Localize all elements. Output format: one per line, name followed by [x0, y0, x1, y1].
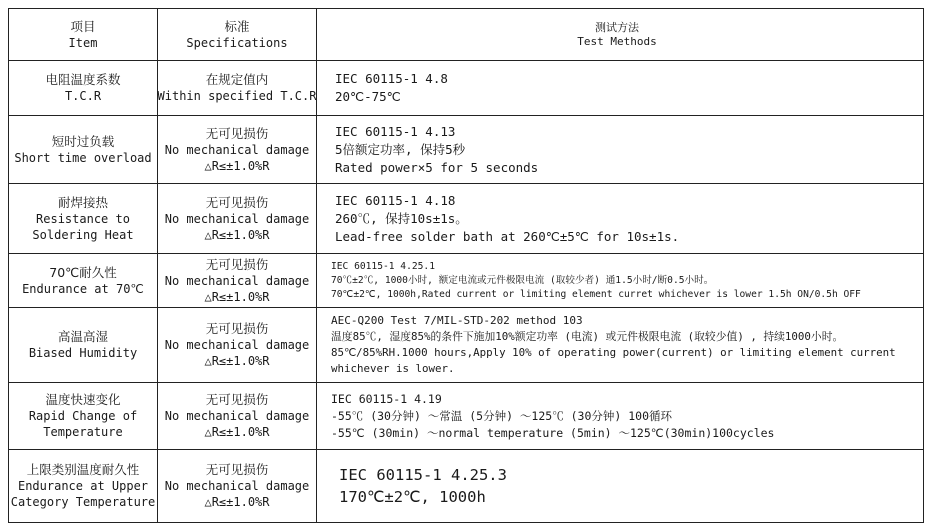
- spec-cell: [158, 383, 317, 449]
- item-en: Short time overload: [14, 150, 152, 165]
- table-row: [9, 383, 923, 450]
- method-line: IEC 60115-1 4.19: [331, 391, 442, 406]
- spec-zh: 无可见损伤: [205, 125, 269, 141]
- item-en: Resistance to: [36, 211, 130, 226]
- method-cell: [317, 254, 923, 307]
- item-en: Temperature: [43, 425, 123, 439]
- method-line: IEC 60115-1 4.25.3: [339, 466, 507, 484]
- item-en: Biased Humidity: [28, 346, 138, 360]
- method-line: whichever is lower.: [331, 362, 455, 375]
- table-row: [9, 116, 923, 184]
- header-spec: [158, 9, 317, 60]
- method-line: 20℃-75℃: [335, 89, 401, 104]
- spec-zh: 无可见损伤: [205, 256, 269, 272]
- item-cell: [9, 116, 158, 183]
- item-zh: 温度快速变化: [45, 392, 121, 407]
- item-zh: 高温高湿: [57, 329, 108, 344]
- spec-zh: 在规定值内: [205, 72, 269, 87]
- method-cell: [317, 383, 923, 449]
- table-row: [9, 308, 923, 383]
- spec-tolerance: △R≤±1.0%R: [204, 425, 270, 439]
- method-line: 85℃/85%RH.1000 hours,Apply 10% of operating power(current) or limiting element current: [331, 346, 896, 359]
- header-item-zh: 项目: [70, 18, 96, 34]
- item-en: Category Temperature: [10, 495, 156, 509]
- header-method-zh: 测试方法: [595, 20, 639, 34]
- item-en: T.C.R: [64, 89, 102, 103]
- method-line: IEC 60115-1 4.13: [335, 123, 456, 139]
- method-line: IEC 60115-1 4.18: [335, 192, 456, 208]
- spec-en: No mechanical damage: [164, 479, 310, 493]
- method-line: Rated power×5 for 5 seconds: [335, 159, 539, 175]
- table-row: [9, 450, 923, 522]
- method-line: IEC 60115-1 4.8: [335, 71, 448, 86]
- item-zh: 短时过负载: [51, 133, 115, 149]
- item-zh: 上限类别温度耐久性: [26, 462, 140, 477]
- spec-cell: [158, 450, 317, 522]
- spec-tolerance: △R≤±1.0%R: [204, 495, 270, 509]
- item-en: Endurance at 70℃: [22, 281, 144, 296]
- spec-en: No mechanical damage: [164, 211, 310, 226]
- method-cell: [317, 308, 923, 382]
- spec-cell: [158, 254, 317, 307]
- spec-tolerance: △R≤±1.0%R: [204, 289, 270, 304]
- table-header-row: [9, 9, 923, 61]
- table-row: [9, 184, 923, 254]
- spec-zh: 无可见损伤: [205, 194, 269, 210]
- method-line: -55℃ (30min) ～normal temperature (5min) ～125℃(30min)100cycles: [331, 425, 775, 440]
- item-cell: [9, 184, 158, 253]
- spec-tolerance: △R≤±1.0%R: [204, 227, 270, 242]
- spec-cell: [158, 61, 317, 115]
- header-method-en: Test Methods: [577, 34, 657, 48]
- spec-cell: [158, 116, 317, 183]
- spec-en: Within specified T.C.R: [157, 89, 317, 103]
- item-zh: 70℃耐久性: [49, 264, 117, 280]
- spec-cell: [158, 184, 317, 253]
- item-cell: [9, 308, 158, 382]
- header-spec-en: Specifications: [186, 35, 288, 50]
- method-line: 170℃±2℃, 1000h: [339, 488, 486, 506]
- spec-tolerance: △R≤±1.0%R: [204, 354, 270, 368]
- item-en: Rapid Change of: [28, 409, 138, 423]
- method-cell: [317, 61, 923, 115]
- method-cell: [317, 116, 923, 183]
- method-line: 5倍额定功率, 保持5秒: [335, 141, 466, 157]
- item-cell: [9, 61, 158, 115]
- spec-cell: [158, 308, 317, 382]
- method-line: IEC 60115-1 4.25.1: [331, 260, 435, 272]
- method-line: 70℃±2℃, 1000小时, 额定电流或元件极限电流 (取较少者) 通1.5小时/断0.5小时。: [331, 274, 714, 286]
- item-en: Soldering Heat: [32, 227, 134, 242]
- header-item: [9, 9, 158, 60]
- item-en: Endurance at Upper: [17, 479, 149, 493]
- method-line: AEC-Q200 Test 7/MIL-STD-202 method 103: [331, 314, 583, 327]
- spec-en: No mechanical damage: [164, 409, 310, 423]
- item-cell: [9, 450, 158, 522]
- spec-tolerance: △R≤±1.0%R: [204, 158, 270, 173]
- table-row: [9, 61, 923, 116]
- method-cell: [317, 184, 923, 253]
- method-line: -55℃ (30分钟) ～常温 (5分钟) ～125℃ (30分钟) 100循环: [331, 408, 673, 423]
- header-item-en: Item: [68, 35, 98, 50]
- spec-zh: 无可见损伤: [205, 321, 269, 336]
- method-line: 温度85℃, 湿度85%的条件下施加10%额定功率 (电流) 或元件极限电流 (取较少值) , 持续1000小时。: [331, 330, 844, 343]
- method-line: 70℃±2℃, 1000h,Rated current or limiting element curret whichever is lower 1.5h ON/0.5h OFF: [331, 288, 861, 300]
- header-method: [317, 9, 923, 60]
- spec-zh: 无可见损伤: [205, 392, 269, 407]
- spec-en: No mechanical damage: [164, 338, 310, 352]
- item-zh: 耐焊接热: [57, 194, 108, 210]
- method-cell: [317, 450, 923, 522]
- method-line: Lead-free solder bath at 260℃±5℃ for 10s±1s.: [335, 228, 680, 244]
- item-zh: 电阻温度系数: [45, 72, 121, 87]
- spec-zh: 无可见损伤: [205, 462, 269, 477]
- header-spec-zh: 标准: [224, 18, 250, 34]
- specifications-table: [8, 8, 924, 523]
- spec-en: No mechanical damage: [164, 142, 310, 157]
- item-cell: [9, 383, 158, 449]
- item-cell: [9, 254, 158, 307]
- method-line: 260℃, 保持10s±1s。: [335, 210, 468, 226]
- table-row: [9, 254, 923, 308]
- spec-en: No mechanical damage: [164, 273, 310, 288]
